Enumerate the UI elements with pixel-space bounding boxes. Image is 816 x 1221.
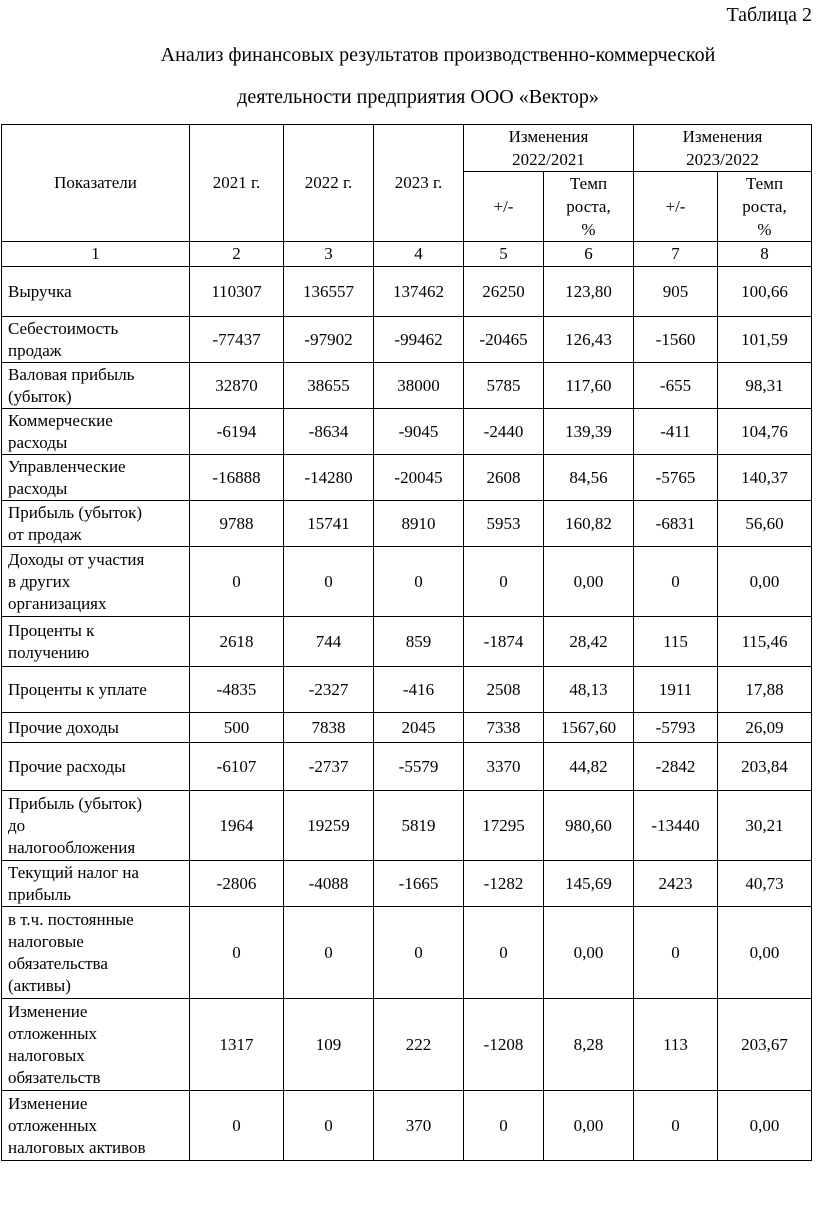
table-row — [2, 743, 812, 791]
financial-results-table — [1, 124, 812, 1161]
header-growth-rate-2-line-2: роста, — [742, 197, 787, 216]
table-cell: -5765 — [634, 455, 718, 501]
header-change-2023-2022 — [634, 125, 812, 172]
table-row — [2, 791, 812, 861]
table-cell: 98,31 — [718, 363, 812, 409]
header-abs-change-2: +/- — [634, 172, 718, 242]
table-cell: 101,59 — [718, 317, 812, 363]
table-cell: -6107 — [190, 743, 284, 791]
table-cell: 110307 — [190, 267, 284, 317]
table-cell: -13440 — [634, 791, 718, 861]
table-cell: 0 — [634, 1091, 718, 1161]
row-label — [2, 999, 190, 1091]
table-cell: -77437 — [190, 317, 284, 363]
table-cell: 0 — [374, 907, 464, 999]
row-label — [2, 547, 190, 617]
table-cell: -2806 — [190, 861, 284, 907]
table-cell: 38655 — [284, 363, 374, 409]
table-cell: -655 — [634, 363, 718, 409]
table-cell: 113 — [634, 999, 718, 1091]
table-row — [2, 455, 812, 501]
table-cell: 1317 — [190, 999, 284, 1091]
header-growth-rate-1-line-1: Темп — [569, 174, 608, 193]
table-cell: 203,67 — [718, 999, 812, 1091]
table-cell: 7338 — [464, 713, 544, 743]
row-label-line: отложенных — [8, 1115, 98, 1135]
table-cell: -16888 — [190, 455, 284, 501]
table-cell: 56,60 — [718, 501, 812, 547]
row-label-line: Проценты к уплате — [8, 679, 147, 699]
row-label — [2, 861, 190, 907]
table-cell: 5953 — [464, 501, 544, 547]
header-growth-rate-1-line-3: % — [581, 220, 596, 239]
header-growth-rate-1-line-2: роста, — [566, 197, 611, 216]
table-cell: 26,09 — [718, 713, 812, 743]
header-change-2023-2022-line-2: 2023/2022 — [686, 150, 759, 169]
table-cell: -20465 — [464, 317, 544, 363]
table-cell: 44,82 — [544, 743, 634, 791]
row-label-line: (убыток) — [8, 386, 72, 406]
row-label-line: отложенных — [8, 1023, 98, 1043]
column-number-2: 2 — [190, 242, 284, 267]
table-row — [2, 317, 812, 363]
row-label — [2, 713, 190, 743]
table-cell: 2423 — [634, 861, 718, 907]
column-number-5: 5 — [464, 242, 544, 267]
table-cell: 140,37 — [718, 455, 812, 501]
table-cell: 1964 — [190, 791, 284, 861]
table-cell: 222 — [374, 999, 464, 1091]
row-label-line: Валовая прибыль — [8, 364, 135, 384]
table-row — [2, 617, 812, 667]
document-title-line-2: деятельности предприятия ООО «Вектор» — [237, 86, 599, 108]
row-label — [2, 617, 190, 667]
header-growth-rate-2-line-1: Темп — [745, 174, 784, 193]
table-cell: 115 — [634, 617, 718, 667]
column-number-6: 6 — [544, 242, 634, 267]
row-label-line: Доходы от участия — [8, 549, 145, 569]
table-cell: 48,13 — [544, 667, 634, 713]
header-change-2022-2021-line-2: 2022/2021 — [512, 150, 585, 169]
table-cell: 0,00 — [544, 547, 634, 617]
row-label-line: Себестоимость — [8, 318, 119, 338]
table-cell: 0 — [634, 547, 718, 617]
document-title-line-1: Анализ финансовых результатов производственно-коммерческой — [160, 44, 716, 66]
table-row — [2, 363, 812, 409]
table-cell: 136557 — [284, 267, 374, 317]
table-cell: -4835 — [190, 667, 284, 713]
table-cell: 28,42 — [544, 617, 634, 667]
table-cell: 0 — [464, 547, 544, 617]
row-label — [2, 455, 190, 501]
table-cell: 115,46 — [718, 617, 812, 667]
table-cell: 30,21 — [718, 791, 812, 861]
table-cell: -1282 — [464, 861, 544, 907]
table-cell: 0,00 — [544, 1091, 634, 1161]
table-cell: 0 — [284, 907, 374, 999]
table-cell: 7838 — [284, 713, 374, 743]
header-growth-rate-1 — [544, 172, 634, 242]
row-label-line: Выручка — [8, 281, 72, 301]
row-label-line: до — [8, 815, 26, 835]
row-label-line: Текущий налог на — [8, 862, 139, 882]
row-label — [2, 409, 190, 455]
table-cell: -1560 — [634, 317, 718, 363]
table-cell: 0 — [284, 547, 374, 617]
table-row — [2, 501, 812, 547]
table-cell: 139,39 — [544, 409, 634, 455]
table-cell: 100,66 — [718, 267, 812, 317]
table-cell: 203,84 — [718, 743, 812, 791]
row-label-line: Коммерческие — [8, 410, 113, 430]
row-label — [2, 501, 190, 547]
row-label-line: налогообложения — [8, 837, 136, 857]
table-cell: -97902 — [284, 317, 374, 363]
table-cell: 3370 — [464, 743, 544, 791]
table-cell: 370 — [374, 1091, 464, 1161]
row-label-line: от продаж — [8, 524, 82, 544]
row-label-line: (активы) — [8, 975, 71, 995]
table-cell: 117,60 — [544, 363, 634, 409]
row-label-line: организациях — [8, 593, 107, 613]
table-cell: -8634 — [284, 409, 374, 455]
table-cell: -2842 — [634, 743, 718, 791]
table-cell: 137462 — [374, 267, 464, 317]
table-cell: 0 — [464, 1091, 544, 1161]
header-change-2022-2021-line-1: Изменения — [508, 127, 589, 146]
table-cell: 0 — [464, 907, 544, 999]
table-cell: 980,60 — [544, 791, 634, 861]
row-label-line: обязательств — [8, 1067, 101, 1087]
table-cell: -2327 — [284, 667, 374, 713]
table-cell: 123,80 — [544, 267, 634, 317]
column-number-1: 1 — [2, 242, 190, 267]
header-growth-rate-2 — [718, 172, 812, 242]
row-label-line: налоговых — [8, 1045, 85, 1065]
table-cell: 9788 — [190, 501, 284, 547]
row-label-line: обязательства — [8, 953, 108, 973]
row-label-line: расходы — [8, 432, 68, 452]
header-change-2022-2021 — [464, 125, 634, 172]
table-cell: -5579 — [374, 743, 464, 791]
table-cell: 0,00 — [718, 907, 812, 999]
row-label-line: Изменение — [8, 1093, 88, 1113]
row-label-line: в т.ч. постоянные — [8, 909, 134, 929]
row-label-line: расходы — [8, 478, 68, 498]
header-growth-rate-2-line-3: % — [757, 220, 772, 239]
table-cell: 0 — [190, 907, 284, 999]
header-indicator: Показатели — [2, 125, 190, 242]
row-label — [2, 317, 190, 363]
row-label — [2, 667, 190, 713]
table-header — [2, 125, 812, 267]
table-cell: 905 — [634, 267, 718, 317]
table-cell: 2618 — [190, 617, 284, 667]
table-cell: 0,00 — [718, 1091, 812, 1161]
table-cell: 17295 — [464, 791, 544, 861]
row-label-line: Прочие расходы — [8, 756, 126, 776]
table-cell: -1874 — [464, 617, 544, 667]
table-cell: 104,76 — [718, 409, 812, 455]
header-change-2023-2022-line-1: Изменения — [682, 127, 763, 146]
table-cell: 744 — [284, 617, 374, 667]
table-cell: 145,69 — [544, 861, 634, 907]
table-cell: 2508 — [464, 667, 544, 713]
table-cell: -2440 — [464, 409, 544, 455]
table-cell: 17,88 — [718, 667, 812, 713]
row-label-line: налоговых активов — [8, 1137, 146, 1157]
table-cell: 26250 — [464, 267, 544, 317]
header-year-2021: 2021 г. — [190, 125, 284, 242]
table-cell: -14280 — [284, 455, 374, 501]
row-label-line: получению — [8, 642, 90, 662]
row-label — [2, 907, 190, 999]
table-cell: -6194 — [190, 409, 284, 455]
table-cell: -5793 — [634, 713, 718, 743]
table-cell: -4088 — [284, 861, 374, 907]
table-cell: 0 — [634, 907, 718, 999]
table-cell: 0 — [190, 547, 284, 617]
row-label — [2, 1091, 190, 1161]
column-number-4: 4 — [374, 242, 464, 267]
table-cell: 2608 — [464, 455, 544, 501]
table-cell: 15741 — [284, 501, 374, 547]
row-label-line: Прибыль (убыток) — [8, 793, 143, 813]
header-year-2023: 2023 г. — [374, 125, 464, 242]
table-cell: -411 — [634, 409, 718, 455]
row-label — [2, 743, 190, 791]
table-cell: 859 — [374, 617, 464, 667]
table-cell: -1665 — [374, 861, 464, 907]
header-year-2022: 2022 г. — [284, 125, 374, 242]
table-cell: -20045 — [374, 455, 464, 501]
row-label-line: Прочие доходы — [8, 717, 119, 737]
row-label — [2, 267, 190, 317]
row-label-line: продаж — [8, 340, 62, 360]
row-label-line: налоговые — [8, 931, 84, 951]
table-body — [2, 267, 812, 1161]
row-label-line: Проценты к — [8, 620, 95, 640]
table-row — [2, 999, 812, 1091]
table-row — [2, 1091, 812, 1161]
row-label-line: Управленческие — [8, 456, 126, 476]
column-number-row — [2, 242, 812, 267]
table-cell: 19259 — [284, 791, 374, 861]
table-row — [2, 907, 812, 999]
table-cell: -1208 — [464, 999, 544, 1091]
row-label-line: прибыль — [8, 884, 72, 904]
table-cell: 40,73 — [718, 861, 812, 907]
table-cell: 500 — [190, 713, 284, 743]
row-label-line: Прибыль (убыток) — [8, 502, 143, 522]
column-number-8: 8 — [718, 242, 812, 267]
table-cell: 126,43 — [544, 317, 634, 363]
table-cell: 0,00 — [718, 547, 812, 617]
table-cell: 1911 — [634, 667, 718, 713]
table-row — [2, 861, 812, 907]
table-cell: 109 — [284, 999, 374, 1091]
table-row — [2, 547, 812, 617]
table-cell: 84,56 — [544, 455, 634, 501]
table-caption: Таблица 2 — [726, 4, 812, 26]
table-cell: 8,28 — [544, 999, 634, 1091]
row-label-line: Изменение — [8, 1001, 88, 1021]
table-cell: -9045 — [374, 409, 464, 455]
table-cell: 0 — [374, 547, 464, 617]
row-label-line: в других — [8, 571, 71, 591]
table-row — [2, 667, 812, 713]
table-row — [2, 267, 812, 317]
table-cell: 2045 — [374, 713, 464, 743]
table-cell: 160,82 — [544, 501, 634, 547]
table-cell: 32870 — [190, 363, 284, 409]
table-row — [2, 409, 812, 455]
table-cell: 38000 — [374, 363, 464, 409]
table-cell: -99462 — [374, 317, 464, 363]
table-row — [2, 713, 812, 743]
table-cell: 0 — [190, 1091, 284, 1161]
table-cell: 0 — [284, 1091, 374, 1161]
column-number-7: 7 — [634, 242, 718, 267]
row-label — [2, 791, 190, 861]
table-cell: -2737 — [284, 743, 374, 791]
table-cell: 5819 — [374, 791, 464, 861]
table-cell: 0,00 — [544, 907, 634, 999]
row-label — [2, 363, 190, 409]
table-cell: -416 — [374, 667, 464, 713]
header-abs-change-1: +/- — [464, 172, 544, 242]
table-cell: 5785 — [464, 363, 544, 409]
table-cell: -6831 — [634, 501, 718, 547]
table-cell: 1567,60 — [544, 713, 634, 743]
table-cell: 8910 — [374, 501, 464, 547]
column-number-3: 3 — [284, 242, 374, 267]
